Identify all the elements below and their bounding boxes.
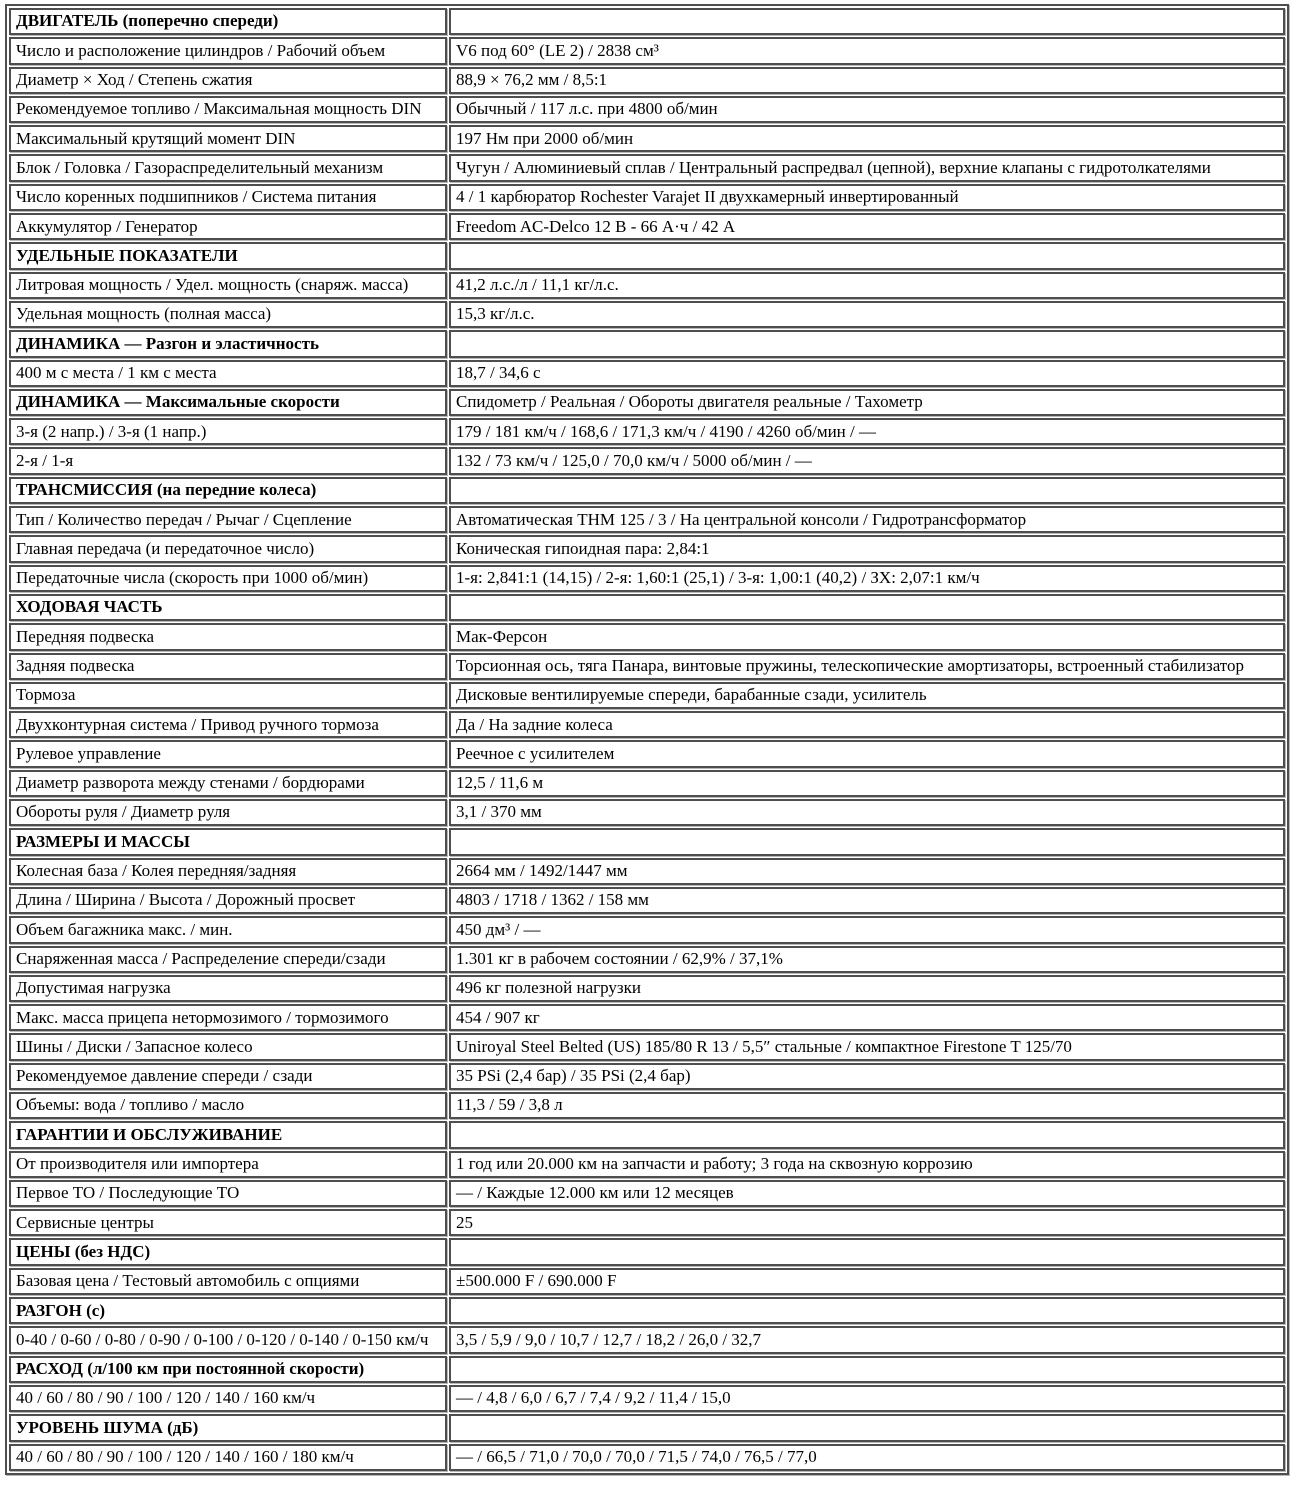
spec-label-cell: Максимальный крутящий момент DIN bbox=[9, 125, 447, 152]
section-header-cell: ГАРАНТИИ И ОБСЛУЖИВАНИЕ bbox=[9, 1121, 447, 1148]
spec-value-cell: 11,3 / 59 / 3,8 л bbox=[449, 1092, 1285, 1119]
section-header-row bbox=[9, 477, 1285, 504]
spec-row bbox=[9, 125, 1285, 152]
spec-row bbox=[9, 213, 1285, 240]
spec-label-cell: Число коренных подшипников / Система питания bbox=[9, 184, 447, 211]
spec-value-cell: 18,7 / 34,6 с bbox=[449, 360, 1285, 387]
spec-value-cell: Uniroyal Steel Belted (US) 185/80 R 13 / 5,5″ стальные / компактное Firestone T 125/70 bbox=[449, 1033, 1285, 1060]
spec-label-cell: Тормоза bbox=[9, 682, 447, 709]
spec-row bbox=[9, 535, 1285, 562]
spec-value-cell: 454 / 907 кг bbox=[449, 1004, 1285, 1031]
spec-row bbox=[9, 653, 1285, 680]
section-header-row bbox=[9, 8, 1285, 35]
section-header-cell: РАЗМЕРЫ И МАССЫ bbox=[9, 828, 447, 855]
section-header-row bbox=[9, 828, 1285, 855]
spec-value-cell: V6 под 60° (LE 2) / 2838 см³ bbox=[449, 37, 1285, 64]
car-spec-table-body bbox=[9, 8, 1285, 1471]
spec-label-cell: Диаметр × Ход / Степень сжатия bbox=[9, 67, 447, 94]
spec-value-cell bbox=[449, 1414, 1285, 1441]
spec-label-cell: 40 / 60 / 80 / 90 / 100 / 120 / 140 / 160 / 180 км/ч bbox=[9, 1444, 447, 1471]
spec-value-cell bbox=[449, 594, 1285, 621]
spec-label-cell: 40 / 60 / 80 / 90 / 100 / 120 / 140 / 160 км/ч bbox=[9, 1385, 447, 1412]
spec-label-cell: Передаточные числа (скорость при 1000 об/мин) bbox=[9, 565, 447, 592]
spec-row bbox=[9, 67, 1285, 94]
spec-row bbox=[9, 916, 1285, 943]
spec-value-cell: Freedom AC-Delco 12 В - 66 А·ч / 42 А bbox=[449, 213, 1285, 240]
spec-label-cell: Длина / Ширина / Высота / Дорожный просвет bbox=[9, 887, 447, 914]
spec-row bbox=[9, 623, 1285, 650]
spec-value-cell bbox=[449, 330, 1285, 357]
spec-row bbox=[9, 154, 1285, 181]
car-spec-table bbox=[5, 4, 1289, 1475]
spec-label-cell: Тип / Количество передач / Рычаг / Сцепление bbox=[9, 506, 447, 533]
spec-label-cell: Шины / Диски / Запасное колесо bbox=[9, 1033, 447, 1060]
spec-row bbox=[9, 1326, 1285, 1353]
spec-value-cell: — / 4,8 / 6,0 / 6,7 / 7,4 / 9,2 / 11,4 / 15,0 bbox=[449, 1385, 1285, 1412]
spec-value-cell: 4 / 1 карбюратор Rochester Varajet II двухкамерный инвертированный bbox=[449, 184, 1285, 211]
spec-label-cell: Число и расположение цилиндров / Рабочий объем bbox=[9, 37, 447, 64]
spec-label-cell: Колесная база / Колея передняя/задняя bbox=[9, 858, 447, 885]
spec-label-cell: 400 м с места / 1 км с места bbox=[9, 360, 447, 387]
spec-row bbox=[9, 1180, 1285, 1207]
spec-value-cell: 15,3 кг/л.с. bbox=[449, 301, 1285, 328]
spec-label-cell: Передняя подвеска bbox=[9, 623, 447, 650]
spec-row bbox=[9, 96, 1285, 123]
spec-row bbox=[9, 1033, 1285, 1060]
spec-label-cell: Рекомендуемое топливо / Максимальная мощность DIN bbox=[9, 96, 447, 123]
spec-label-cell: Удельная мощность (полная масса) bbox=[9, 301, 447, 328]
section-header-row bbox=[9, 242, 1285, 269]
spec-value-cell: 25 bbox=[449, 1209, 1285, 1236]
spec-value-cell: 3,1 / 370 мм bbox=[449, 799, 1285, 826]
section-header-row bbox=[9, 1414, 1285, 1441]
spec-row bbox=[9, 770, 1285, 797]
spec-value-cell bbox=[449, 242, 1285, 269]
spec-value-cell: 35 PSi (2,4 бар) / 35 PSi (2,4 бар) bbox=[449, 1063, 1285, 1090]
spec-value-cell: Дисковые вентилируемые спереди, барабанные сзади, усилитель bbox=[449, 682, 1285, 709]
spec-value-cell bbox=[449, 1238, 1285, 1265]
spec-label-cell: Диаметр разворота между стенами / бордюрами bbox=[9, 770, 447, 797]
spec-label-cell: Объемы: вода / топливо / масло bbox=[9, 1092, 447, 1119]
spec-row bbox=[9, 1004, 1285, 1031]
section-header-cell: ХОДОВАЯ ЧАСТЬ bbox=[9, 594, 447, 621]
spec-value-cell: 1 год или 20.000 км на запчасти и работу; 3 года на сквозную коррозию bbox=[449, 1151, 1285, 1178]
spec-value-cell: 496 кг полезной нагрузки bbox=[449, 975, 1285, 1002]
spec-label-cell: Аккумулятор / Генератор bbox=[9, 213, 447, 240]
spec-row bbox=[9, 1209, 1285, 1236]
spec-value-cell: 132 / 73 км/ч / 125,0 / 70,0 км/ч / 5000 об/мин / — bbox=[449, 447, 1285, 474]
section-header-cell: РАСХОД (л/100 км при постоянной скорости) bbox=[9, 1356, 447, 1383]
spec-value-cell bbox=[449, 1121, 1285, 1148]
spec-value-cell: 450 дм³ / — bbox=[449, 916, 1285, 943]
spec-row bbox=[9, 360, 1285, 387]
spec-label-cell: Рулевое управление bbox=[9, 740, 447, 767]
spec-value-cell: Спидометр / Реальная / Обороты двигателя реальные / Тахометр bbox=[449, 389, 1285, 416]
spec-label-cell: Макс. масса прицепа нетормозимого / тормозимого bbox=[9, 1004, 447, 1031]
section-header-row bbox=[9, 1121, 1285, 1148]
spec-value-cell: ±500.000 F / 690.000 F bbox=[449, 1268, 1285, 1295]
spec-value-cell: 12,5 / 11,6 м bbox=[449, 770, 1285, 797]
spec-row bbox=[9, 565, 1285, 592]
spec-value-cell: Обычный / 117 л.с. при 4800 об/мин bbox=[449, 96, 1285, 123]
spec-row bbox=[9, 1444, 1285, 1471]
section-header-cell: ДВИГАТЕЛЬ (поперечно спереди) bbox=[9, 8, 447, 35]
spec-row bbox=[9, 37, 1285, 64]
spec-row bbox=[9, 301, 1285, 328]
spec-label-cell: Обороты руля / Диаметр руля bbox=[9, 799, 447, 826]
spec-value-cell: Торсионная ось, тяга Панара, винтовые пружины, телескопические амортизаторы, встроенный стабилизатор bbox=[449, 653, 1285, 680]
section-header-row bbox=[9, 1297, 1285, 1324]
spec-value-cell: 88,9 × 76,2 мм / 8,5:1 bbox=[449, 67, 1285, 94]
section-header-row bbox=[9, 594, 1285, 621]
spec-label-cell: Блок / Головка / Газораспределительный механизм bbox=[9, 154, 447, 181]
spec-label-cell: Снаряженная масса / Распределение спереди/сзади bbox=[9, 946, 447, 973]
spec-value-cell: 3,5 / 5,9 / 9,0 / 10,7 / 12,7 / 18,2 / 26,0 / 32,7 bbox=[449, 1326, 1285, 1353]
spec-value-cell: 41,2 л.с./л / 11,1 кг/л.с. bbox=[449, 272, 1285, 299]
spec-row bbox=[9, 418, 1285, 445]
section-header-cell: РАЗГОН (с) bbox=[9, 1297, 447, 1324]
section-header-cell: ТРАНСМИССИЯ (на передние колеса) bbox=[9, 477, 447, 504]
spec-label-cell: Допустимая нагрузка bbox=[9, 975, 447, 1002]
spec-label-cell: Рекомендуемое давление спереди / сзади bbox=[9, 1063, 447, 1090]
spec-value-cell bbox=[449, 1297, 1285, 1324]
section-header-row bbox=[9, 1356, 1285, 1383]
section-header-cell: УРОВЕНЬ ШУМА (дБ) bbox=[9, 1414, 447, 1441]
section-header-row bbox=[9, 1238, 1285, 1265]
spec-value-cell: 179 / 181 км/ч / 168,6 / 171,3 км/ч / 4190 / 4260 об/мин / — bbox=[449, 418, 1285, 445]
spec-row bbox=[9, 1268, 1285, 1295]
spec-row bbox=[9, 799, 1285, 826]
spec-row bbox=[9, 858, 1285, 885]
section-header-row bbox=[9, 330, 1285, 357]
spec-value-cell: Мак-Ферсон bbox=[449, 623, 1285, 650]
spec-label-cell: Главная передача (и передаточное число) bbox=[9, 535, 447, 562]
spec-row bbox=[9, 184, 1285, 211]
spec-value-cell: Коническая гипоидная пара: 2,84:1 bbox=[449, 535, 1285, 562]
section-header-cell: ДИНАМИКА — Разгон и эластичность bbox=[9, 330, 447, 357]
spec-label-cell: Двухконтурная система / Привод ручного тормоза bbox=[9, 711, 447, 738]
spec-value-cell: Реечное с усилителем bbox=[449, 740, 1285, 767]
spec-value-cell: Чугун / Алюминиевый сплав / Центральный распредвал (цепной), верхние клапаны с гидротолкателями bbox=[449, 154, 1285, 181]
spec-value-cell bbox=[449, 828, 1285, 855]
section-header-cell: ДИНАМИКА — Максимальные скорости bbox=[9, 389, 447, 416]
spec-value-cell: 197 Нм при 2000 об/мин bbox=[449, 125, 1285, 152]
section-header-cell: ЦЕНЫ (без НДС) bbox=[9, 1238, 447, 1265]
spec-value-cell bbox=[449, 477, 1285, 504]
spec-label-cell: 3-я (2 напр.) / 3-я (1 напр.) bbox=[9, 418, 447, 445]
spec-value-cell bbox=[449, 1356, 1285, 1383]
spec-value-cell: Автоматическая THM 125 / 3 / На центральной консоли / Гидротрансформатор bbox=[449, 506, 1285, 533]
spec-row bbox=[9, 682, 1285, 709]
spec-row bbox=[9, 506, 1285, 533]
spec-value-cell: 4803 / 1718 / 1362 / 158 мм bbox=[449, 887, 1285, 914]
spec-value-cell: 1.301 кг в рабочем состоянии / 62,9% / 37,1% bbox=[449, 946, 1285, 973]
spec-row bbox=[9, 711, 1285, 738]
spec-row bbox=[9, 1063, 1285, 1090]
spec-row bbox=[9, 1385, 1285, 1412]
spec-label-cell: От производителя или импортера bbox=[9, 1151, 447, 1178]
spec-value-cell: 1-я: 2,841:1 (14,15) / 2-я: 1,60:1 (25,1) / 3-я: 1,00:1 (40,2) / ЗХ: 2,07:1 км/ч bbox=[449, 565, 1285, 592]
spec-row bbox=[9, 946, 1285, 973]
spec-value-cell: — / Каждые 12.000 км или 12 месяцев bbox=[449, 1180, 1285, 1207]
spec-value-cell: 2664 мм / 1492/1447 мм bbox=[449, 858, 1285, 885]
spec-value-cell: Да / На задние колеса bbox=[449, 711, 1285, 738]
spec-label-cell: Объем багажника макс. / мин. bbox=[9, 916, 447, 943]
spec-label-cell: Задняя подвеска bbox=[9, 653, 447, 680]
spec-label-cell: Первое ТО / Последующие ТО bbox=[9, 1180, 447, 1207]
spec-label-cell: Литровая мощность / Удел. мощность (снаряж. масса) bbox=[9, 272, 447, 299]
spec-value-cell bbox=[449, 8, 1285, 35]
spec-label-cell: Базовая цена / Тестовый автомобиль с опциями bbox=[9, 1268, 447, 1295]
spec-label-cell: 2-я / 1-я bbox=[9, 447, 447, 474]
spec-value-cell: — / 66,5 / 71,0 / 70,0 / 70,0 / 71,5 / 74,0 / 76,5 / 77,0 bbox=[449, 1444, 1285, 1471]
spec-row bbox=[9, 975, 1285, 1002]
spec-row bbox=[9, 740, 1285, 767]
spec-row bbox=[9, 272, 1285, 299]
spec-row bbox=[9, 887, 1285, 914]
section-header-row bbox=[9, 389, 1285, 416]
section-header-cell: УДЕЛЬНЫЕ ПОКАЗАТЕЛИ bbox=[9, 242, 447, 269]
spec-label-cell: 0-40 / 0-60 / 0-80 / 0-90 / 0-100 / 0-120 / 0-140 / 0-150 км/ч bbox=[9, 1326, 447, 1353]
spec-label-cell: Сервисные центры bbox=[9, 1209, 447, 1236]
spec-row bbox=[9, 1151, 1285, 1178]
spec-row bbox=[9, 1092, 1285, 1119]
spec-row bbox=[9, 447, 1285, 474]
